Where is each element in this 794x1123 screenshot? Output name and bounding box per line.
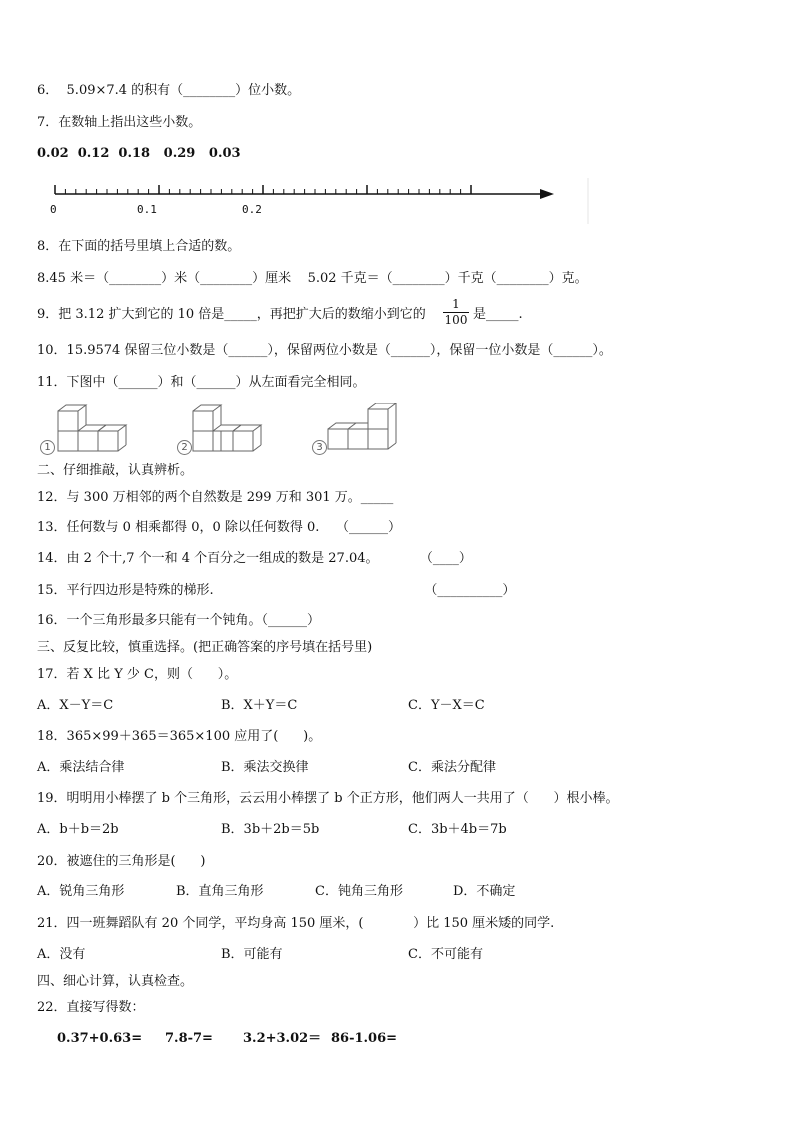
q18-option-b: B．乘法交换律 [221,760,309,775]
question-8: 8．在下面的括号里填上合适的数。 [37,239,241,254]
figure-1-number: 1 [40,440,55,455]
question-13: 13．任何数与 0 相乘都得 0，0 除以任何数得 0. （______） [37,520,401,535]
axis-label-0.2: 0.2 [242,203,262,216]
q17-option-a: A．X－Y＝C [37,698,114,713]
q21-option-b: B．可能有 [221,947,283,962]
question-11: 11．下图中（______）和（______）从左面看完全相同。 [37,375,366,390]
q19-option-a: A．b＋b＝2b [37,822,119,837]
calc-item-4: 86-1.06= [331,1031,398,1046]
question-9: 9．把 3.12 扩大到它的 10 倍是_____，再把扩大后的数缩小到它的 [37,307,426,322]
calc-item-3: 3.2+3.02＝ [243,1031,322,1046]
question-16: 16．一个三角形最多只能有一个钝角。（______） [37,613,321,628]
number-line-ticks [55,185,471,194]
cube-figure-2 [175,403,275,463]
axis-label-0.1: 0.1 [137,203,157,216]
q19-option-c: C．3b＋4b＝7b [408,822,507,837]
q20-option-c: C．钝角三角形 [315,884,403,899]
axis-label-0: 0 [50,203,57,216]
cube-figure-3 [310,403,410,463]
question-18: 18．365×99＋365＝365×100 应用了( )。 [37,729,322,744]
q18-option-a: A．乘法结合律 [37,760,125,775]
question-9-tail: 是_____. [473,307,523,322]
cube-figure-1 [38,403,138,463]
figure-2-number: 2 [177,440,192,455]
question-14: 14．由 2 个十,7 个一和 4 个百分之一组成的数是 27.04。 （____） [37,551,472,566]
question-10: 10．15.9574 保留三位小数是（______），保留两位小数是（______），保留一位小数是（______）。 [37,343,612,358]
q19-option-b: B．3b＋2b＝5b [221,822,320,837]
fraction-denominator: 100 [444,313,468,327]
q20-option-a: A．锐角三角形 [37,884,125,899]
q21-option-a: A．没有 [37,947,86,962]
section-2-heading: 二、仔细推敲，认真辨析。 [37,463,194,478]
question-21: 21．四一班舞蹈队有 20 个同学，平均身高 150 厘米，( ）比 150 厘米矮的同学. [37,916,555,931]
question-12: 12．与 300 万相邻的两个自然数是 299 万和 301 万。_____ [37,490,394,505]
calc-item-1: 0.37+0.63= [57,1031,143,1046]
question-7: 7．在数轴上指出这些小数。 [37,115,202,130]
section-3-heading: 三、反复比较，慎重选择。(把正确答案的序号填在括号里) [37,640,373,655]
q17-option-c: C．Y－X＝C [408,698,485,713]
q17-option-b: B．X＋Y＝C [221,698,298,713]
question-15: 15．平行四边形是特殊的梯形. （__________） [37,583,516,598]
number-line-arrow [540,189,554,199]
question-17: 17．若 X 比 Y 少 C，则（ ）。 [37,667,238,682]
question-19: 19．明明用小棒摆了 b 个三角形，云云用小棒摆了 b 个正方形，他们两人一共用了（ ）根小棒。 [37,791,619,806]
question-8-line: 8.45 米＝（________）米（________）厘米 5.02 千克＝（________）千克（________）克。 [37,271,588,286]
figure-3-number: 3 [312,440,327,455]
question-7-values: 0.02 0.12 0.18 0.29 0.03 [37,146,241,161]
question-22: 22．直接写得数： [37,1000,145,1015]
fraction-one-hundredth [443,298,469,327]
q18-option-c: C．乘法分配律 [408,760,496,775]
q20-option-b: B．直角三角形 [176,884,264,899]
fraction-numerator: 1 [452,297,460,311]
q20-option-d: D．不确定 [453,884,516,899]
number-line [40,178,590,226]
calc-item-2: 7.8-7= [165,1031,213,1046]
section-4-heading: 四、细心计算，认真检查。 [37,974,194,989]
question-6: 6． 5.09×7.4 的积有（________）位小数。 [37,83,301,98]
question-20: 20．被遮住的三角形是( ) [37,854,206,869]
q21-option-c: C．不可能有 [408,947,483,962]
